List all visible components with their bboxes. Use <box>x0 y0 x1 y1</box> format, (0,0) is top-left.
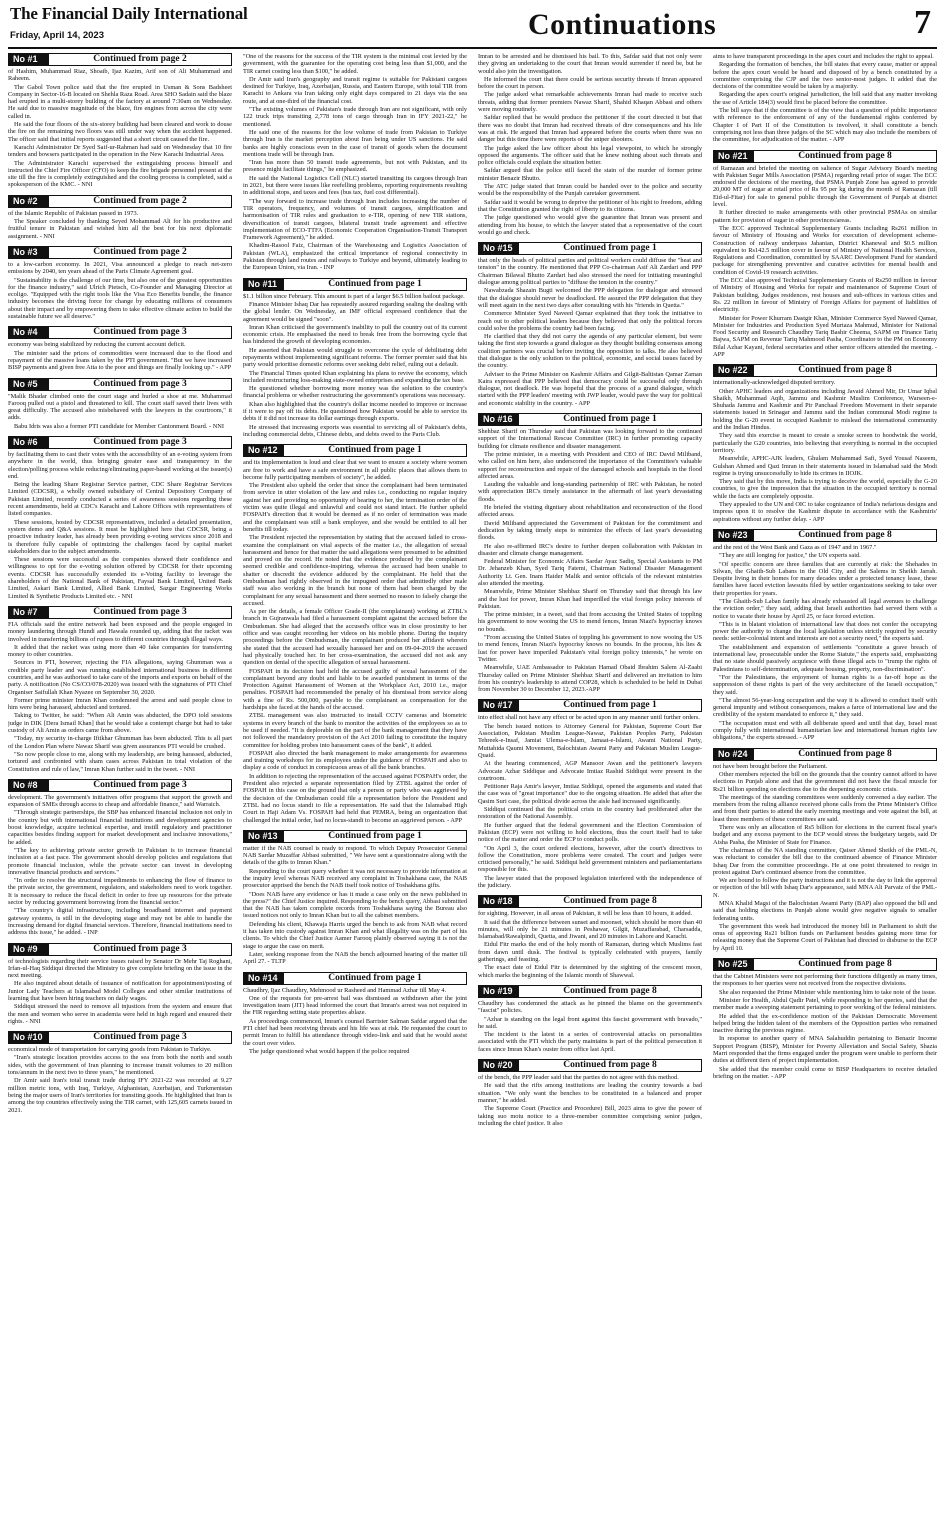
article-paragraph: He also inquired about details of issuance of notification for appointment/posting of Junior Lady Teachers at Islamabad Model Colleges and other similar institutions of learning that have been hiring teachers on daily wages. <box>8 980 232 1002</box>
article-number-badge: No #12 <box>243 444 283 457</box>
article <box>8 53 232 189</box>
article-paragraph: to a low-carbon economy. In 2021, Visa announced a pledge to reach net-zero emissions by 2040, ten years ahead of the Paris Climate Agreement goal. <box>8 260 232 276</box>
article-paragraph: of the Islamic Republic of Pakistan passed in 1973. <box>8 209 139 217</box>
article <box>243 278 467 439</box>
article-paragraph: The government this week had introduced the money bill in Parliament to shift the onus of approving Rs21 billion funds on Parliament besides gaining more time for releasing money that the Supreme Court of Pakistan had directed to disburse to the ECP by April 10. <box>713 922 937 952</box>
article <box>478 985 702 1053</box>
article <box>478 895 702 979</box>
article-paragraph: "Through strategic partnerships, the SBP has enhanced financial inclusion not only in the country but with international financial institutions and development agencies to boost knowledge, acquire technical expertise, and instill regulatory and practitioner capacities besides finding support for market development and inclusive innovations," he added. <box>8 809 232 846</box>
article-paragraph: Taking to Twitter, he said: "When Ali Amin was abducted, the DPO told sessions judge in DIK [Dera Ismail Khan] that he would take a contempt charge but had to take custody of Ali Amin as orders came from above. <box>8 712 232 735</box>
article-header <box>243 278 467 291</box>
article-paragraph: of Ramazan and briefed the meeting on salience of Sugar Advisory Board's meeting with Pakistan Sugar Mills Association (PSMA) regarding retail price of sugar. The ECC endorsed the decisions of the meeting, that PSMA Punjab Zone has agreed to provide 20,000 MT of sugar at retail price of Rs 95 per kg during the month of Ramazan (till Eid-ul-Fitar) for sale to general public through the Government of Punjab at district level. <box>713 164 937 209</box>
article-paragraph: He stressed that increasing exports was essential to servicing all of Pakistan's debts, including commercial debts, Chinese debts, and debts owed to the Paris Club. <box>243 423 467 438</box>
article <box>8 943 232 1026</box>
article-paragraph: "So now people close to me, along with my leadership, are being harassed, abducted, tortured and confronted with sham cases across Pakistan in total violation of the Constitution and rule of law," Imran Khan further said in the tweet. - NNI <box>8 750 232 773</box>
article-paragraph: development. The government's initiatives offer programs that support the growth and expansion of SMEs through access to cheap and affordable finance," said Warraich. <box>8 793 232 809</box>
article-header <box>8 326 232 339</box>
article-paragraph: As per the details, a female Officer Grade-II (the complainant) working at ZTBL's branch in Gujranwala had filed a harassment complaint against the accused before the Ombudsman. She had alleged that the accused's office was in close proximity to her office and was caught recording her videos on his mobile phone. During the inquiry proceedings before the Ombudsman, the complainant produced her affidavit wherein she stated that the accused had sexually harassed her and on 09-04-2019 the accused had physically touched her. In her cross-examination, the accused did not ask any question on denial of the specific allegation of sexual harassment. <box>243 608 467 667</box>
continued-from-label: Continued from page 8 <box>518 1059 702 1072</box>
article-paragraph: He asserted that Pakistan would struggle to overcome the cycle of debilitating debt repayments without implementing significant reforms. The former premier said that his party would prioritise domestic reforms over seeking debt relief, ruling out a default. <box>243 346 467 369</box>
article-paragraph: Siddiqui stressed the need to remove all injustices from the system and ensure that the men and women who serve in academia were held in high regard and ensured their rights. - NNI <box>8 1003 232 1025</box>
article-paragraph: MNA Khalid Magsi of the Balochistan Awami Party (BAP) also opposed the bill and said that holding elections in Punjab alone would give negative signals to smaller federating units. <box>713 899 937 922</box>
article-number-badge: No #2 <box>8 195 48 208</box>
article-paragraph: David Miliband appreciated the Government of Pakistan for the commitment and dedication by taking timely steps to minimize the effects of last year's devastating floods. <box>478 519 702 542</box>
article <box>713 529 937 742</box>
article-paragraph: "On April 3, the court ordered elections, however, after the court's directives to follow the Constitution, more problems were created. The court and judges were criticised personally," he said. Siddiqui held government ministers and parliamentarians responsible for this. <box>478 844 702 874</box>
article-paragraph: In addition to rejecting the representation of the accused against FOSPAH's order, the President also rejected a separate representation filed by ZTBL against the order of FOSPAH in this case on the ground that only a person or party who was aggrieved by the decision of the Ombudsman could file a representation before the President and ZTBL had no locus standi to file a representation. He said that the Islamabad High Court in Haji Adam Vs. FOSPAH had held that PEMRA, being an organization that challenged the initial order, had no locus-standi to become an aggrieved person. - APP <box>243 772 467 824</box>
article-paragraph: "The almost 56-year-long occupation and the way it is allowed to conduct itself with general impunity and without consequences, makes a farce of international law and the credibility of the system mandated to enforce it," they said. <box>713 696 937 719</box>
article-paragraph: Other APHC leaders and organizations including Javaid Ahmed Mir, Dr Umar Iqbal Shaikh, Muhammad Aqib, Jammu and Kashmir Muslim Conference, Warseen-e-Shuhada Jammu and Kashmir and Pir Panchaal Freedom Movement in their separate statements issued in Srinagar and Jammu said the Indian communal Modi regime is holding the G-20 event in occupied Kashmir to mislead the international community and the Indian Hindus. <box>713 387 937 432</box>
article-paragraph: Lauding the valuable and long-standing partnership of IRC with Pakistan, he noted with appreciation IRC's timely assistance in the aftermath of last year's devastating floods. <box>478 481 702 503</box>
article-paragraph: "The way forward to increase trade through Iran includes increasing the number of TIR operators, frequency, and volumes of transit cargoes, simplification and harmonisation of TIR rules and graduation to e-TIR, opening of new TIR stations, diversification of transit cargoes, bilateral transit trade agreement and effective implementation of ECO-TTFA (Economic Cooperation Organisation-Transit Transport Framework Agreement)," he added. <box>243 197 467 242</box>
article-paragraph: aims to have transparent proceedings in the apex court and includes the right to appeal. <box>713 53 934 60</box>
article-number-badge: No #20 <box>478 1059 518 1072</box>
article-header <box>478 895 702 908</box>
article <box>243 444 467 824</box>
article <box>8 436 232 600</box>
article-paragraph: It said that the difference between sunset and moonset, which should be more than 40 minutes, will only be 21 minutes in Peshawar, Gilgit, Muzaffarabad, Charsadda, Islamabad/Rawalpindi, Quetta, and Jiwani, and 20 minutes in Lahore and Karachi. <box>478 918 702 941</box>
article-paragraph: by facilitating them to cast their votes with the accessibility of an e-voting system from anywhere in the world, thus bringing greater ease and transparency in the election/polling process while reducing/eliminating paper-based working at the issuer(s) end. <box>8 450 232 480</box>
article <box>8 326 232 371</box>
article-paragraph: The Financial Times quoted Khan explaining his plans to revive the economy, which included restructuring loss-making state-owned enterprises and expanding the tax base. <box>243 369 467 384</box>
continued-from-label: Continued from page 1 <box>283 830 467 843</box>
article-header <box>8 1031 232 1044</box>
column-4 <box>713 53 937 1527</box>
article <box>713 364 937 523</box>
article-paragraph: "Iran has more than 50 transit trade agreements, but not with Pakistan, and its presence might facilitate things," he emphasized. <box>243 159 467 174</box>
article-header <box>8 378 232 391</box>
continued-from-label: Continued from page 8 <box>518 985 702 998</box>
article <box>713 53 937 144</box>
continued-from-label: Continued from page 1 <box>518 242 702 255</box>
article-paragraph: internationally-acknowledged disputed territory. <box>713 379 836 387</box>
article-header <box>8 195 232 208</box>
article-paragraph: $1.1 billion since February. This amount is part of a larger $6.5 billion bailout package. <box>243 292 465 300</box>
article-number-badge: No #25 <box>713 958 753 971</box>
article-paragraph: Chaudhry, Ijaz Chaudhry, Mehmood ur Rasheed and Hammad Azhar till May 4. <box>243 986 447 994</box>
article-paragraph: They said this exercise is meant to create a smoke screen to hoodwink the world, particularly the G20 countries, into believing that everything is normal in the occupied territory. <box>713 432 937 454</box>
article-paragraph: "Malik Bhadar climbed onto the court stage and hurled a shoe at me. Muhammad Farooq pulled out a pistol and threatened to kill. The court staff saved their lives with great difficulty. The accused also misbehaved with the lawyers in the courtroom," it adds. <box>8 392 232 422</box>
article <box>713 958 937 1080</box>
article-paragraph: Safdar said it would be wrong to deprive the petitioner of his right to freedom, adding that the Constitution granted the right of liberty to its citizens. <box>478 198 702 213</box>
continued-from-label: Continued from page 1 <box>518 413 702 426</box>
article-paragraph: The judge questioned who would give the guarantee that Imran was present and attending from his house, to which the lawyer stated that a representative of the court would go and check. <box>478 214 702 236</box>
article-number-badge: No #18 <box>478 895 518 908</box>
continued-from-label: Continued from page 3 <box>48 779 232 792</box>
article-paragraph: and the rest of the West Bank and Gaza as of 1947 and in 1967." <box>713 543 877 551</box>
article-paragraph: of technologists regarding their service issues raised by Senator Dr Mehr Taj Roghani, Irfan-ul-Haq Siddiqui directed the Ministry to give complete briefing on the issue in the next meeting. <box>8 957 232 980</box>
article-header <box>8 606 232 619</box>
article <box>243 830 467 966</box>
article-paragraph: Petitioner Raja Amir's lawyer, Imtiaz Siddiqui, opened the arguments and stated that the case was of "great importance" due to the ongoing situation. He added that after the Qasim Suri case, the political divide across the aisle had increased significantly. <box>478 783 702 805</box>
article-paragraph: Khadim-Rasool Faiz, Chairman of the Warehousing and Logistics Association of Pakistan (WLA), emphasized the critical importance of regional connectivity in Pakistan through land routes and railways to Turkiye and beyond, ultimately leading to the European Union, via Iran. - INP <box>243 242 467 272</box>
article-paragraph: The prime minister, in a tweet, said that from accusing the United States of toppling his government to now wooing the US to mend fences, Imran Niazi's hypocrisy knows no bounds. <box>478 611 702 633</box>
article-paragraph: The lawyer stated that the proposed legislation interfered with the independence of the judiciary. <box>478 874 702 889</box>
article-number-badge: No #3 <box>8 246 48 259</box>
article-paragraph: "Does NAB have any evidence or has it made a case only on the news published in the press?" the Chief Justice inquired. Responding to the bench query, Abbasi submitted that the NAB has taken complete records from Toshakhana saying the Bureau also issued notices not only to Imran Khan but to all the cabinet members. <box>243 890 467 920</box>
article-paragraph: The incident is the latest in a series of controversial attacks on personalities associated with the PTI which the party maintains is part of the political persecution it faces since Imran Khan's ouster from office last April. <box>478 1031 702 1053</box>
article-paragraph: FOSPAH also directed the bank management to make arrangements for awareness and training workshops for its employees under the guidance of FOSPAH and also to display a code of conduct in conspicuous areas of all the bank branches. <box>243 749 467 772</box>
article-paragraph: Defending his client, Khawaja Harris urged the bench to ask from NAB what record it has taken into custody against Imran Khan and what illegality was on the part of his clients. To which the Chief Justice Aamer Farooq plainly observed saying it is not the stage to argue the case on merit. <box>243 920 467 950</box>
article-paragraph: He questioned whether borrowing more money was the solution to the country's financial problems or whether restructuring the government's operations was necessary. <box>243 385 467 400</box>
article-header <box>243 830 467 843</box>
article-header <box>713 958 937 971</box>
continued-from-label: Continued from page 3 <box>48 436 232 449</box>
article-header <box>243 444 467 457</box>
article-paragraph: Former prime minister Imran Khan condemned the arrest and said people close to him were being harassed, abducted and tortured. <box>8 696 232 712</box>
article-paragraph: Imran Khan criticised the government's inability to pull the country out of its current economic crisis. He emphasised the need to break free from the borrowing cycle that has hindered the growth of developing economies. <box>243 323 467 346</box>
article <box>478 1059 702 1127</box>
article-paragraph: Siddiqui continued that the political crisis in the country had proliferated after the restoration of the National Assembly. <box>478 806 702 821</box>
article-paragraph: Meanwhile, Prime Minister Shehbaz Sharif on Thursday said that through his law and the lust for power, Imran Khan had imperilled the vital foreign policy interests of Pakistan. <box>478 588 702 610</box>
article <box>478 53 702 236</box>
article-paragraph: Imran to be arrested and he dismissed his bail. To this, Safdar said that not only were they giving an undertaking to the court that Imran would surrender if need be, but he would also join the investigation. <box>478 53 702 75</box>
article-number-badge: No #4 <box>8 326 48 339</box>
article-paragraph: and its implementation is loud and clear that we want to ensure a society where women are free to work and have a safe environment in all public places that allows them to become fully participating members of society", he added. <box>243 459 467 481</box>
article-paragraph: The minister said the prices of commodities were increased due to the flood and repayment of the massive loans taken by the PTI government. "But we have increased BISP payments and given free Atta to the poor and things are finally looking up." - APP <box>8 349 232 372</box>
continued-from-label: Continued from page 8 <box>753 748 937 761</box>
article-paragraph: Later, seeking response from the NAB the bench adjourned hearing of the matter till April 27. - TLTP <box>243 950 467 966</box>
article-paragraph: We are bound to follow the party instructions and it is not the day to link the approval or rejection of the bill with Ishaq Dar's appearance, said MNA Ali Parvaiz of the PML-N. <box>713 877 937 899</box>
continued-from-label: Continued from page 3 <box>48 606 232 619</box>
article-paragraph: There was only an allocation of Rs5 billion for elections in the current fiscal year's budget and any excess payment to the ECP would stress the budgetary targets, said Dr Aisha Pasha, the Minister of State for Finance. <box>713 824 937 846</box>
article-number-badge: No #5 <box>8 378 48 391</box>
article-paragraph: "The key to achieving private sector growth in Pakistan is to increase financial inclusion at a fast pace. The government should develop policies and regulations that promote financial inclusion, while the private sector can invest in developing innovative financial products and services." <box>8 846 232 876</box>
article-header <box>713 529 937 542</box>
article-paragraph: Minister for Health, Abdul Qadir Patel, while responding to her queries, said that the member made a sweeping statement pertaining to poor working of the federal ministers. <box>713 996 937 1012</box>
masthead-rule <box>8 47 937 49</box>
masthead <box>8 4 937 48</box>
article-paragraph: Sources in PTI, however, rejecting the FIA allegations, saying Ghumman was a credible party leader and was running established international business in different countries, and he was authorised to take care of the imports and exports on behalf of the party. A notification (No CS/CO/078-2020) was issued with the signatures of PTI Chief Organiser Saifullah Khan Nyazee on September 30, 2020. <box>8 659 232 696</box>
article-paragraph: "From accusing the United States of toppling his government to now wooing the US to mend fences, Imran Niazi's hypocrisy knows no bounds. In the process, his lies & lust for power have imperiled Pakistan's vital foreign policy interests," he wrote on Twitter. <box>478 634 702 663</box>
article-paragraph: into effect shall not have any effect or be acted upon in any manner until further orders. <box>478 714 700 722</box>
article <box>713 748 937 952</box>
article <box>243 53 467 272</box>
article-paragraph: Regarding the apex court's original jurisdiction, the bill said that any matter invoking the use of Article 184(3) would first be placed before the committee. <box>713 91 937 106</box>
article-header <box>478 699 702 712</box>
article-paragraph: The exact date of Eidul Fitr is determined by the sighting of the crescent moon, which marks the beginning of the Islamic month of Shawwal. <box>478 964 702 979</box>
article-paragraph: "For the Palestinians, the enjoyment of human rights is a far-off hope as the suppression of these rights is part of the very architecture of the Israeli occupation," they said. <box>713 673 937 696</box>
article-paragraph: that the Cabinet Ministers were not performing their functions diligently as many times, the responses to her queries were not received from the respective divisions. <box>713 973 937 988</box>
section-title: Continuations <box>528 8 717 41</box>
article-header <box>713 748 937 761</box>
article-paragraph: Meanwhile, UAE Ambassador to Pakistan Hamad Obaid Ibrahim Salem Al-Zaabi Thursday called on Prime Minister Shehbaz Sharif and delivered an invitation to him from his country's leadership to attend COP28, which is scheduled to be held in Dubai from November 30 to December 12, 2023.-APP <box>478 664 702 694</box>
article <box>8 606 232 773</box>
continued-from-label: Continued from page 3 <box>48 378 232 391</box>
article-paragraph: that only the heads of political parties and political workers could diffuse the "heat and tension" in the country. He mentioned that PPP Co-chairman Asif Ali Zardari and PPP Chairman Bilawal Bhutto Zardari had also stressed the need for initiating meaningful dialogue among political parties to "diffuse the tension in the country." <box>478 257 702 287</box>
article-number-badge: No #8 <box>8 779 48 792</box>
article-paragraph: She added that the member could come to BISP Headquarters to receive detailed briefing on the matter. - APP <box>713 1065 937 1080</box>
article-header <box>8 779 232 792</box>
article <box>8 1031 232 1114</box>
continued-from-label: Continued from page 1 <box>283 972 467 985</box>
article-paragraph: These sessions, hosted by CDCSR representatives, included a detailed presentation, system demo and Q&A sessions. It must be highlighted here that CDCSR, being a proactive industry leader, has already been providing e-voting services since 2018 and is therefore fully capable of optimizing the challenges faced by capital market stakeholders due to the subject amendments. <box>8 518 232 555</box>
article-paragraph: He further argued that the federal government and the Election Commission of Pakistan (ECP) were not willing to hold elections, thus the court itself had to take notice of the matter and order the ECP to conduct polls. <box>478 821 702 844</box>
continued-from-label: Continued from page 3 <box>48 1031 232 1044</box>
article-paragraph: not have been brought before the Parliament. <box>713 762 828 770</box>
column-2 <box>243 53 467 1527</box>
article-paragraph: They appealed to the UN and OIC to take cognizance of India's nefarious designs and impress upon it to resolve the Kashmir dispute in accordance with the Kashmiris' aspirations without any further delay. - APP <box>713 501 937 523</box>
article-number-badge: No #16 <box>478 413 518 426</box>
continued-from-label: Continued from page 3 <box>48 326 232 339</box>
article-paragraph: Regarding the formation of benches, the bill states that every cause, matter or appeal before the apex court would be heard and disposed of by a bench constituted by a committee comprising the CJP and the two senior-most judges. It added that the decisions of the committee would be taken by a majority. <box>713 61 937 91</box>
article-paragraph: FIA officials said the entire network had been exposed and the people engaged in money laundering through Hundi and Hawala rounded up, adding that the racket was involved in transferring billions of rupees to different countries through illegal ways. <box>8 620 232 643</box>
article-paragraph: The ATC judge stated that Imran could be handed over to the police and security would be the responsibility of the Punjab caretaker government. <box>478 183 702 198</box>
article-paragraph: The establishment and expansion of settlements "constitute a grave breach of international law, prosecutable under the Rome Statute," the experts said, emphasizing that no state should passively acquiesce with these illegal acts to "trump the rights of Palestinians to self-determination, adequate housing, property, non-discrimination". <box>713 643 937 673</box>
article-paragraph: economical mode of transportation for carrying goods from Pakistan to Turkiye. <box>8 1046 212 1054</box>
article-paragraph: The bill says that if the committee is of the view that a question of public importance with reference to the enforcement of any of the fundamental rights conferred by Chapter I of Part II of the Constitution is involved, it shall constitute a bench comprising not less than three judges of the SC which may also include the members of the committee, for adjudication of the matter. - APP <box>713 107 937 144</box>
article-paragraph: He added that the ex-confidence motion of the Pakistan Democratic Movement helped bring the hidden talent of the members of the Opposition parties who remained inactive during the previous regime. <box>713 1012 937 1035</box>
article-paragraph: for sighting. However, in all areas of Pakistan, it will be less than 10 hours, it added. <box>478 910 693 918</box>
continued-from-label: Continued from page 3 <box>48 943 232 956</box>
article-header <box>478 985 702 998</box>
article-number-badge: No #13 <box>243 830 283 843</box>
article-paragraph: The bench issued notices to Attorney General for Pakistan, Supreme Court Bar Association, Pakistan Muslim League-Nawaz, Pakistan Peoples Party, Pakistan Tehreek-e-Insaf, Jamiat Ulema-e-Islam, Jamaat-e-Islami, Awami National Party, Muttahida Qaumi Movement, Balochistan Awami Party and Pakistan Muslim League-Quaid. <box>478 722 702 759</box>
article-paragraph: Chaudhry has condemned the attack as he pinned the blame on the government's "fascist" policies. <box>478 999 702 1015</box>
article-paragraph: One of the requests for pre-arrest bail was dismissed as withdrawn after the joint investigation team (JIT) head informed the court that Imran's arrest was not required in the FIR regarding setting state properties ablaze. <box>243 994 467 1017</box>
continued-from-label: Continued from page 8 <box>753 529 937 542</box>
article-paragraph: Safdar replied that he would produce the petitioner if the court directed it but that there was no doubt that Imran had received threats of dire consequences and his life was at risk. He argued that Imran had appeared before the courts when there was no danger but this time there were reports of the sniper shooters. <box>478 114 702 144</box>
article <box>8 246 232 320</box>
article-paragraph: "The Ghaith-Sub Laban family has already exhausted all legal avenues to challenge the eviction order," they said, adding that Israeli authorities had served them with a notice to vacate their house by April 25, or face forced eviction. <box>713 598 937 620</box>
article-paragraph: Being the leading Share Registrar Service partner, CDC Share Registrar Services Limited (CDCSR), a wholly owned subsidiary of Central Depository Company of Pakistan Limited, recently conducted a series of awareness sessions regarding these recent amendments, held at CDC's Karachi and Lahore Offices with representatives of listed companies. <box>8 481 232 518</box>
continued-from-label: Continued from page 8 <box>753 150 937 163</box>
article-header <box>478 242 702 255</box>
continued-from-label: Continued from page 1 <box>518 699 702 712</box>
article-paragraph: It further directed to make arrangements with other provincial PSMAs on similar pattern for provision of sugar in other provinces/areas. <box>713 209 937 224</box>
article-paragraph: Eidul Fitr marks the end of the holy month of Ramazan, during which Muslims fast from dawn until dusk. The festival is typically celebrated with prayers, family gatherings, and feasting. <box>478 941 702 964</box>
article-paragraph: The meetings of the standing committees were suddenly convened a day earlier. The members from the ruling alliance received phone calls from the Prime Minister's Office and from their parties to attend the early morning meetings and vote against the bill, at least three members of these committees are said. <box>713 793 937 823</box>
article-header <box>713 364 937 377</box>
article-number-badge: No #15 <box>478 242 518 255</box>
article-paragraph: He briefed the visiting dignitary about rehabilitation and reconstruction of the flood affected areas. <box>478 504 702 519</box>
article-paragraph: Safdar argued that the police still faced the stain of the murder of former prime minister Benazir Bhutto. <box>478 167 702 182</box>
article-header <box>8 943 232 956</box>
article-paragraph: ZTBL management was also instructed to install CCTV cameras and biometric systems in every branch of the bank to monitor the activities of the employees so as to be used if needed. "It is deplorable on the part of the bank management that they have not followed the mandatory provision of the Act 2010 failing to constitute the inquiry committee for holding probes into harassment cases of the bank", it added. <box>243 712 467 749</box>
article-paragraph: The judge asked the law officer about his legal viewpoint, to which he strongly opposed the arguments. The officer said that he knew nothing about such threats and police officials could explain the situation better. <box>478 144 702 167</box>
column-3 <box>478 53 702 1527</box>
article-paragraph: "One of the reasons for the success of the TIR system is the minimal cost levied by the government, with the guarantee for the operating cost being less than $1,000, and the TIR carnet costing less than $100," he added. <box>243 53 467 75</box>
article-header <box>478 413 702 426</box>
article <box>8 779 232 937</box>
article-paragraph: Other members rejected the bill on the grounds that the country cannot afford to have elections in Punjab alone and that the government did not have the fiscal muscle for Rs21 billion spending on elections due to the deepening economic crisis. <box>713 770 937 793</box>
article-paragraph: He said the National Logistics Cell (NLC) started transiting its cargoes through Iran in 2021, but there were issues like reefelling problems, reporting requirements resulting in additional stops, and taxes and fees (bus tax, fuel cost differential). <box>243 174 467 197</box>
article-paragraph: The Speaker concluded by thanking Seyed Mohammad Ali for his productive and fruitful tenure in Pakistan and wished him all the best for his next diplomatic assignment. - NNI <box>8 218 232 240</box>
article-paragraph: He informed the court that there could be serious security threats if Imran appeared before the court in person. <box>478 75 702 91</box>
article-paragraph: The Administrator Karachi supervised the extinguishing process himself and instructed the Chief Fire Officer (CFO) to keep the fire brigade personnel present at the site till the fire is completely extinguished and the cooling process is completed, said a spokesperson of the KMC. - NNI <box>8 159 232 189</box>
article-paragraph: economy was being stabilized by reducing the current account deficit. <box>8 341 186 349</box>
article-number-badge: No #21 <box>713 150 753 163</box>
article-paragraph: He also re-affirmed IRC's desire to further deepen collaboration with Pakistan in disaster and climate change management. <box>478 542 702 557</box>
article-paragraph: The prime minister, in a meeting with President and CEO of IRC David Miliband, who called on him here, also underscored the importance of the Committee's valuable support for reconstruction and repair of the damaged schools and hospitals in the flood affected areas. <box>478 450 702 480</box>
article-paragraph: Minister for Power Khurram Dastgir Khan, Minister Commerce Syed Naveed Qamar, Minister for Industries and Production Syed Murtaza Mahmud, Minister for National Food Security and Research Chaudhry Tariq Bashir Cheema, SAPM on Finance Tariq Bajwa, SAPM on Revenue Tariq Mahmood Pasha, Coordinator to the PM on Economy Bilal Azhar Kayani, federal secretaries and other senior officers attended the meeting. - APP <box>713 314 937 358</box>
continued-from-label: Continued from page 1 <box>283 444 467 457</box>
article-number-badge: No #11 <box>243 278 283 291</box>
article-paragraph: The ECC also approved Technical Supplementary Grants of Rs250 million in favour of Ministry of Housing and Works for repair and maintenance of Supreme Court of Pakistan building, Judges residences, rest houses and sub-offices in various cities and Rs. 22 million in favour of Ministry of Foreign Affairs for payment of liabilities of electricity. <box>713 277 937 314</box>
article-paragraph: They said that by this move, India is trying to deceive the world, especially the G-20 countries, to give the impression that the situation in the occupied territory is normal while the facts are completely opposite. <box>713 478 937 500</box>
article-paragraph: "Today, my security in-charge Iftikhar Ghumman has been abducted. This is all part of the London Plan where Nawaz Sharif was given assurances PTI would be crushed. <box>8 735 232 750</box>
article <box>713 150 937 359</box>
article-number-badge: No #7 <box>8 606 48 619</box>
article-paragraph: Dr Amir said Iran's geography and transit regime is suitable for Pakistani cargoes destined for Turkiye, Iraq, Azerbaijan, Russia, and Eastern Europe, with total TIR from Karachi to Ankara via Iran taking only eight days compared to 21 days via the sea route, and at one-third of the financial cost. <box>243 75 467 105</box>
article-paragraph: In response to another query of MNA Salahuddin pertaining to Benazir Income Support Program (BISP), Minister for Poverty Alleviation and Social Safety, Shazia Marri responded that the firms engaged under the program were unable to perform their duties at different tiers of project implementation. <box>713 1035 937 1065</box>
article-number-badge: No #19 <box>478 985 518 998</box>
article-paragraph: Babu Idris was also a former PTI candidate for Member Cantonment Board. - NNI <box>14 422 224 430</box>
article <box>8 378 232 430</box>
article-paragraph: Meanwhile, APHC-AJK leaders, Ghulam Muhammad Safi, Syed Yousaf Naseem, Gulshan Ahmed and Qazi Imran in their statements issued in Islamabad said the Modi regime is trying unsuccessfully to hide its crimes in IIOJK. <box>713 455 937 477</box>
article-header <box>8 436 232 449</box>
article-paragraph: He clarified that they did not carry the agenda of any particular element, but were taking the first step towards a grand dialogue as they thought building consensus among coalition partners was crucial before inviting the opposition to talks. He also believed that dialogue is the only solution to the political, economic, and social issues faced by the country. <box>478 333 702 370</box>
article <box>8 195 232 240</box>
article-paragraph: The chairman of the NA standing committee, Qaiser Ahmed Sheikh of the PML-N, was reluctant to consider the bill due to the continued absence of Finance Minister Ishaq Dar from the committee proceedings. He at one point threatened to resign in protest against Dar's continued absence from the committee. <box>713 846 937 876</box>
article-paragraph: Adviser to the Prime Minister on Kashmir Affairs and Gilgit-Baltistan Qamar Zaman Kaira expressed that PPP believed that democracy could be successful only through dialogue, not deadlock. He was hopeful that the process of a grand dialogue, which started with the PPP leaders' meeting with JWP leader, would pave the way for political and economic stability in the country. - APP <box>478 370 702 407</box>
article <box>478 699 702 889</box>
article-paragraph: Commerce Minister Syed Naveed Qamar explained that they took the initiative to reach out to other political leaders because they believed that only the political forces could solve the problems the country had been facing. <box>478 310 702 332</box>
article-paragraph: The Supreme Court (Practice and Procedure) Bill, 2023 aims to give the power of taking suo motu notice to a three-member committee comprising senior judges, including the chief justice. It also <box>478 1105 702 1127</box>
continued-from-label: Continued from page 1 <box>283 278 467 291</box>
article-paragraph: "The country's digital infrastructure, including broadband internet and payment gateway systems, is still in the developing stage and may not be able to handle the increasing demand for digital financial services. Therefore, financial institutions need to address this issue," he added. - INP <box>8 907 232 937</box>
article-number-badge: No #9 <box>8 943 48 956</box>
article-header <box>8 246 232 259</box>
article-paragraph: These sessions were successful as the companies showed their confidence and willingness to opt for the e-voting solution offered by CDCSR for their upcoming events. CDCSR has successfully extended its e-Voting facility to leverage the shareholders of the National Bank of Pakistan, Faysal Bank Limited, United Bank Limited, Askari Bank Limited, Allied Bank Limited, Sazgar Engineering Works Limited & Synthetic Products Limited etc. - NNI <box>8 556 232 600</box>
article-paragraph: "Azhar is standing on the legal front against this fascist government with bravado," he said. <box>478 1015 702 1030</box>
article-number-badge: No #10 <box>8 1031 48 1044</box>
article-paragraph: The judge questioned what would happen if the police required <box>249 1047 410 1055</box>
article-number-badge: No #24 <box>713 748 753 761</box>
article-paragraph: "They are still longing for justice," the UN experts said. <box>719 552 861 560</box>
article-paragraph: He said one of the reasons for the low volume of trade from Pakistan to Turkiye through Iran is the market perception about Iran being under US sanctions. He said banks are highly conscious even in the case of transit of goods when the document mentions trade will be through Iran. <box>243 128 467 158</box>
article-paragraph: "The existing volumes of Pakistan's trade through Iran are not significant, with only 122 truck trips transiting 2,778 tons of cargo through Iran in IFY 2021-22," he mentioned. <box>243 106 467 128</box>
article-number-badge: No #23 <box>713 529 753 542</box>
article-header <box>243 972 467 985</box>
article-paragraph: As proceedings commenced, Imran's counsel Barrister Salman Safdar argued that the PTI chief had been receiving threats and his life was at risk. He requested the court to permit Imran to fulfill his attendance through video-link and said that he would assist the court over video. <box>243 1017 467 1047</box>
column-1 <box>8 53 232 1527</box>
article-paragraph: The ECC approved Technical Supplementary Grants including Rs261 million in favour of Ministry of Housing and Works for execution of development scheme-Construction of railway underpass Jahanian, District Khanewal and $0.5 million equivalent to Rs142.5 million cover in favour of Ministry of National Health Services, Regulations and Coordination, committed by SAARC Development Fund for standard package for strengthening preventive and curative activities for mental health and condition of Covid-19 research activities. <box>713 224 937 276</box>
article-paragraph: of Hashim, Muhammad Riaz, Shoaib, Ijaz Kazim, Arif son of Ali Muhammad and Raheem. <box>8 68 232 83</box>
article-paragraph: The judge asked what remarkable achievements Imran had made to receive such threats, adding that former premiers Nawaz Sharif, Shahid Khaqan Abbasi and others were moving routinely. <box>478 91 702 114</box>
article-paragraph: "Of specific concern are three families that are currently at risk: the Shehades in Silwan, the Ghaith-Sub Labans in the Old City, and the Salems in Sheikh Jarrah. Despite living in their homes for many decades under a protected tenancy lease, these families have faced eviction lawsuits filed by settler organizations seeking to take over their properties for years. <box>713 560 937 597</box>
article-header <box>713 150 937 163</box>
article <box>478 242 702 407</box>
article-paragraph: "In order to resolve the structural impediments to enhancing the flow of finance to the private sector, the government, regulators, and stakeholders need to work together. It is necessary to reduce the fiscal deficit in order to free up resources for the private sector by reducing government borrowing from the financial sector." <box>8 877 232 907</box>
article-number-badge: No #22 <box>713 364 753 377</box>
article-paragraph: "Iran's strategic location provides access to the sea from both the north and south sides, with the government of Iran planning to increase transit volumes to 20 million tons/annum in the next two to three years," he mentioned. <box>8 1054 232 1077</box>
article-paragraph: He said that the rifts among institutions are leading the country towards a bad situation. "We only want the benches to be constituted in a balanced and proper manner," he added. <box>478 1082 702 1104</box>
article-paragraph: It added that the racket was using more than 40 fake companies for transferring money to other countries. <box>8 643 232 659</box>
continued-from-label: Continued from page 8 <box>753 364 937 377</box>
article <box>243 972 467 1056</box>
article-paragraph: He said the four floors of the six-storey building had been cleared and work to douse the fire on the remaining two floors was still under way when the accident happened. The officer said that initial reports suggested that a short circuit caused the fire. <box>8 121 232 143</box>
article-paragraph: Nawabzada Shazain Bugti welcomed the PPP delegation for dialogue and stressed that the dialogue should never be deadlocked. He assured the PPP delegation that they will meet again in the next two days after consulting with his "friends in Quetta." <box>478 287 702 309</box>
article-paragraph: "This is in blatant violation of international law that does not confer the occupying power the authority to change the local legislation unless strictly required by security needs: settler-colonial intent and interests are not a security need," the experts said. <box>713 620 937 643</box>
article-number-badge: No #14 <box>243 972 283 985</box>
article-header <box>8 53 232 66</box>
article-paragraph: Karachi Administrator Dr Syed Saif-ur-Rahman had said on Wednesday that 10 fire tenders and bowsers participated in the operation in the New Karachi Industrial Area. <box>8 143 232 159</box>
article-number-badge: No #17 <box>478 699 518 712</box>
article-paragraph: Shehbaz Sharif on Thursday said that Pakistan was looking forward to the continued support of the International Rescue Committee (IRC) in further promoting capacity building for climate resilience and disaster management. <box>478 428 702 450</box>
article-paragraph: The President also upheld the order that since the complainant had been terminated from service in utter violation of the law and rules i.e., conducting no regular inquiry against her and providing no opportunity of hearing to her, the termination order of the victim was quite illegal and unlawful and could not stand intact. He further upheld FOSPAH's direction that it would be deemed as if no order of termination was made and the complainant was still a bank employee, and she would be entitled to all her benefits till today. <box>243 482 467 533</box>
article-paragraph: FOSPAH in its decision had held the accused guilty of sexual harassment of the complainant beyond any doubt and liable to be awarded punishment in terms of the Protection Against Harassment of Women at the Workplace Act, 2010 i.e., major penalties. FOSPAH had recommended the penalty of his dismissal from service along with a fine of Rs. 500,000, payable to the complainant as compensation for the hardships she faced at the hands of the accused. <box>243 667 467 712</box>
article-paragraph: Khan also highlighted that the country's dollar income needed to improve or increase if it were to pay off its debts. He questioned how Pakistan would be able to service its debts if it did not increase its dollar earnings through exports. <box>243 400 467 423</box>
article-paragraph: The Gabol Town police said that the fire erupted in Usman & Sons Badsheet Company in Sector-16-B located on Shehla Raza Road. Area SHO Sadain said the blaze had erupted in a multi-storey building of the factory at around 7:30am on Wednesday. He said due to massive magnitude of the blaze, fire engines from across the city were called in. <box>8 83 232 120</box>
article-number-badge: No #1 <box>8 53 48 66</box>
continued-from-label: Continued from page 2 <box>48 246 232 259</box>
article-number-badge: No #6 <box>8 436 48 449</box>
article-paragraph: The President rejected the representation by stating that the accused failed to cross-examine the complainant on vital aspects of the matter i.e., the allegation of sexual harassment and hence for that matter the said allegations were presumed to be admitted and proved on the record. He noted that the evidence produced by the complainant seemed credible and confidence-inspiring, whereas the accused had been unable to shatter or discredit the evidence adduced by the complainant. He held that the Ombudsman had rightly observed in the impugned order that admittedly other male staff was also working in the branch but none of them had been charged by the complainant for any sexual harassment and there seemed no reason to falsely charge the accused. <box>243 534 467 607</box>
article-paragraph: She also requested the Prime Minister while mentioning him to take note of the issue. <box>719 988 937 996</box>
article-paragraph: Federal Minister for Economic Affairs Sardar Ayaz Sadiq, Special Assistants to PM Dr. Jehanzeb Khan, Syed Tariq Fatemi, Chairman National Disaster Management Authority Lt. Gen. Inam Haider Malik and senior officials of the relevant ministries also attended the meeting. <box>478 558 702 587</box>
article-paragraph: Responding to the court query whether it was not necessary to provide information at the inquiry level whereas NAB received any complaint in Toshakhana case, the NAB prosecutor apprised the bench the NAB itself took notice of Toshakhana gifts. <box>243 867 467 890</box>
continued-from-label: Continued from page 2 <box>48 195 232 208</box>
columns <box>8 53 937 1527</box>
newspaper-brand: The Financial Daily International <box>10 4 248 23</box>
article <box>478 413 702 693</box>
article-paragraph: "Sustainability is the challenge of our time, but also one of the greatest opportunities for the finance industry," said Ulrich Pietsch, Co-Founder and Managing Director at ecoligo. "Equipped with the right tools like the Visa Eco Benefits bundle, the finance industry becomes the driving force for change by educating millions of consumers about their impact and by empowering them to take effective climate action to build the sustainable future we all deserve." <box>8 276 232 321</box>
continued-from-label: Continued from page 8 <box>518 895 702 908</box>
page-number: 7 <box>914 4 931 41</box>
issue-date: Friday, April 14, 2023 <box>10 30 104 41</box>
article-paragraph: "The occupation must end with all deliberate speed and until that day, Israel must comply fully with international humanitarian law and international human rights law obligations," the experts stressed. - APP <box>713 719 937 742</box>
article-paragraph: matter if the NAB counsel is ready to respond. To which Deputy Prosecutor General NAB Sardar Muzaffar Abbasi submitted, " We have sent a questionnaire along with the details of the gifts to Imran Khan." <box>243 844 467 867</box>
article-paragraph: Dr Amir said Iran's total transit trade during IFY 2021-22 was recorded at 9.27 million metric tons, with Iraq, Turkiye, Afghanistan, Azerbaijan, and Turkmenistan being the major users of Iran's territories for transiting goods. He highlighted that Iran is among the top countries effectively using the TIR carnet, with 125,605 carnets issued in 2021. <box>8 1077 232 1114</box>
article-header <box>478 1059 702 1072</box>
continued-from-label: Continued from page 8 <box>753 958 937 971</box>
article-paragraph: Finance Minister Ishaq Dar has repeatedly assured regarding sealing the dealing with the global lender. On Wednesday, an IMF official expressed confidence that the agreement would be signed "soon". <box>243 300 467 323</box>
article-paragraph: At the hearing commenced, AGP Mansoor Awan and the petitioner's lawyers Advocate Azhar Siddique and Advocate Imtiaz Rashid Siddiqui were present in the courtroom. <box>478 760 702 782</box>
continued-from-label: Continued from page 2 <box>48 53 232 66</box>
article-paragraph: of the bench, the PPP leader said that the parties do not agree with this method. <box>478 1074 679 1082</box>
